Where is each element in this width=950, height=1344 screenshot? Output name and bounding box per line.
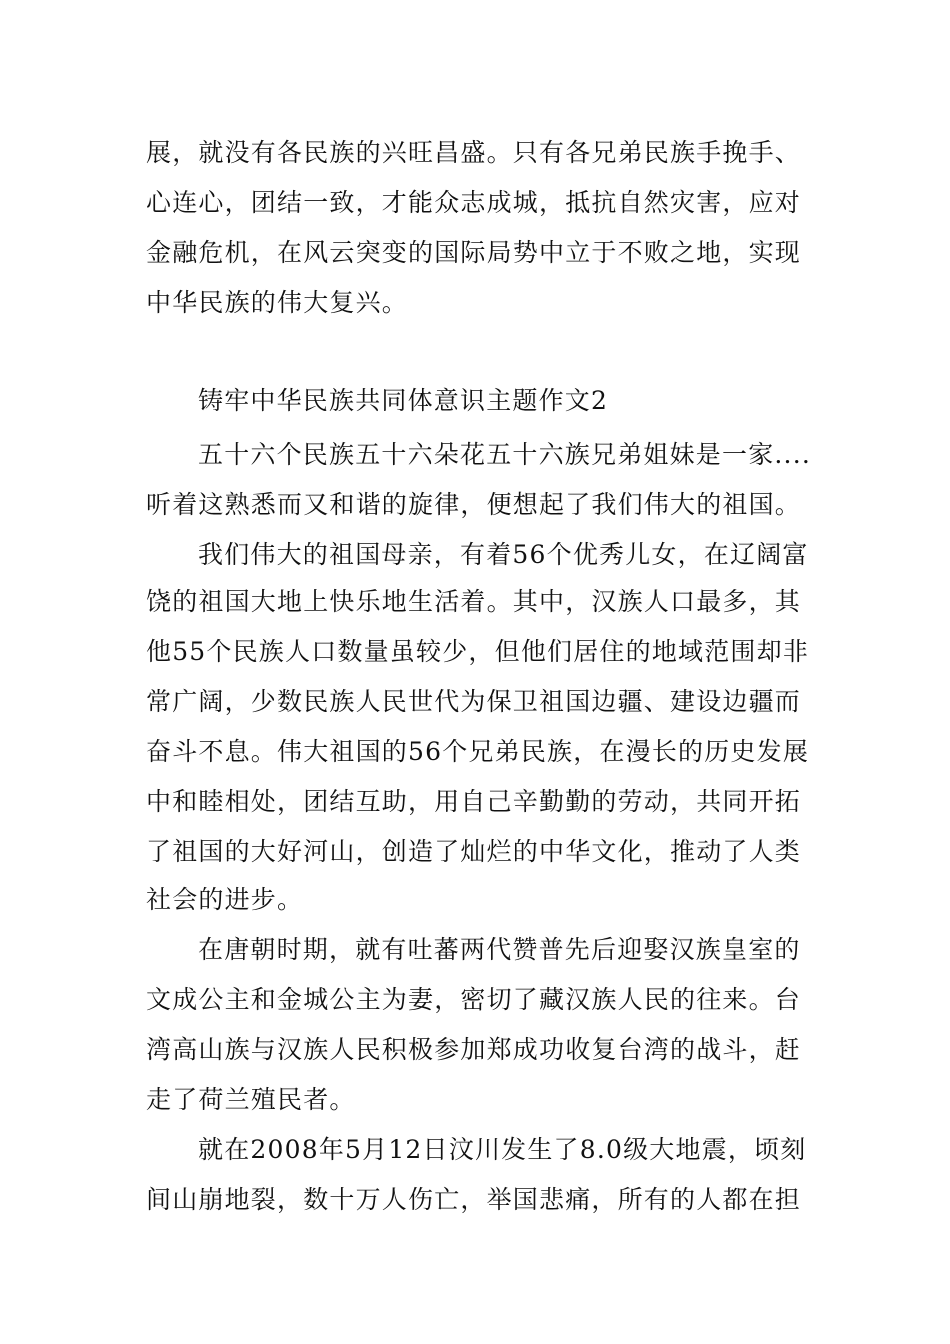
text-line: 社会的进步。 <box>146 885 304 914</box>
text-line: 在唐朝时期，就有吐蕃两代赞普先后迎娶汉族皇室的 <box>198 935 801 964</box>
text-line: 五十六个民族五十六朵花五十六族兄弟姐妹是一家.... <box>198 440 811 469</box>
text-line: 展，就没有各民族的兴旺昌盛。只有各兄弟民族手挽手、 <box>146 138 802 167</box>
section-title: 铸牢中华民族共同体意识主题作文2 <box>198 386 609 415</box>
text-line: 中和睦相处，团结互助，用自己辛勤勤的劳动，共同开拓 <box>146 787 802 816</box>
text-line: 湾高山族与汉族人民积极参加郑成功收复台湾的战斗，赶 <box>146 1035 802 1064</box>
text-line: 中华民族的伟大复兴。 <box>146 288 409 317</box>
text-line: 奋斗不息。伟大祖国的56个兄弟民族，在漫长的历史发展 <box>146 737 810 766</box>
text-line: 心连心，团结一致，才能众志成城，抵抗自然灾害，应对 <box>146 188 802 217</box>
text-line: 他55个民族人口数量虽较少，但他们居住的地域范围却非 <box>146 637 810 666</box>
text-line: 饶的祖国大地上快乐地生活着。其中，汉族人口最多，其 <box>146 587 802 616</box>
text-line: 金融危机，在风云突变的国际局势中立于不败之地，实现 <box>146 238 802 267</box>
text-line: 我们伟大的祖国母亲，有着56个优秀儿女，在辽阔富 <box>198 540 809 569</box>
text-line: 听着这熟悉而又和谐的旋律，便想起了我们伟大的祖国。 <box>146 490 802 519</box>
text-line: 走了荷兰殖民者。 <box>146 1085 356 1114</box>
text-line: 常广阔，少数民族人民世代为保卫祖国边疆、建设边疆而 <box>146 687 802 716</box>
text-line: 了祖国的大好河山，创造了灿烂的中华文化，推动了人类 <box>146 837 802 866</box>
text-line: 就在2008年5月12日汶川发生了8.0级大地震，顷刻 <box>198 1135 807 1164</box>
text-line: 间山崩地裂，数十万人伤亡，举国悲痛，所有的人都在担 <box>146 1185 802 1214</box>
text-line: 文成公主和金城公主为妻，密切了藏汉族人民的往来。台 <box>146 985 802 1014</box>
